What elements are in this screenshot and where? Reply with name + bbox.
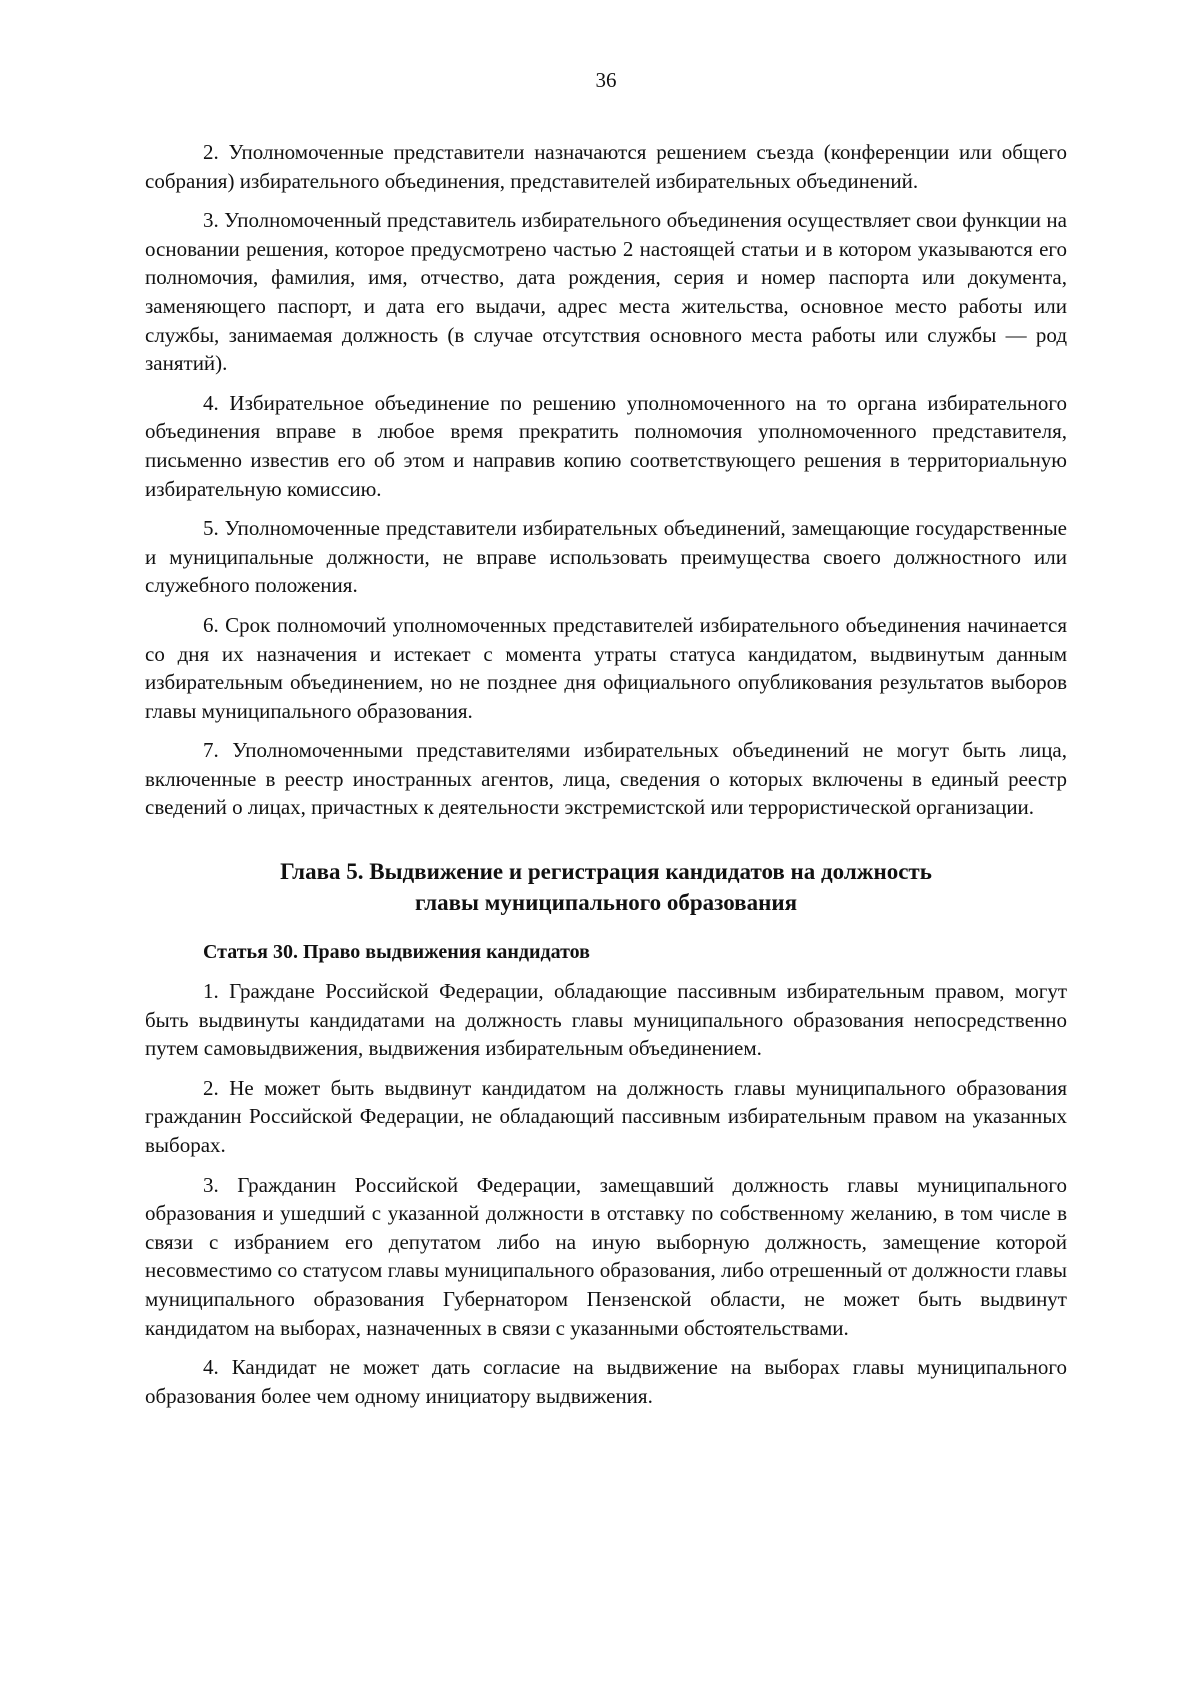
paragraph-b-1: 1. Граждане Российской Федерации, обладающие пассивным избирательным правом, могут быть выдвинуты кандидатами на должность главы муниципального образования непосредственно путем самовыдвижения, выдвижения избирательным объединением. <box>145 979 1067 1061</box>
paragraph-b-2: 2. Не может быть выдвинут кандидатом на должность главы муниципального образования гражданин Российской Федерации, не обладающий пассивным избирательным правом на указанных выборах. <box>145 1075 1067 1158</box>
chapter-heading <box>145 856 1067 918</box>
page-number: 36 <box>595 68 617 92</box>
paragraph-a-6: 6. Срок полномочий уполномоченных представителей избирательного объединения начинается со дня их назначения и истекает с момента утраты статуса кандидатом, выдвинутым данным избирательным объединением, но не позднее дня официального опубликования результатов выборов главы муниципального образования. <box>145 612 1067 723</box>
document-page <box>145 66 1067 1421</box>
paragraph-a-7: 7. Уполномоченными представителями избирательных объединений не могут быть лица, включенные в реестр иностранных агентов, лица, сведения о которых включены в единый реестр сведений о лицах, причастных к деятельности экстремистской или террористической организации. <box>145 738 1067 820</box>
paragraph-b-4: 4. Кандидат не может дать согласие на выдвижение на выборах главы муниципального образования более чем одному инициатору выдвижения. <box>145 1355 1067 1408</box>
chapter-heading-line-2: главы муниципального образования <box>414 890 798 916</box>
paragraph-b-3: 3. Гражданин Российской Федерации, замещавший должность главы муниципального образования и ушедший с указанной должности в отставку по собственному желанию, в том числе в связи с избранием его депутатом либо на иную выборную должность, замещение которой несовместимо со статусом главы муниципального образования, либо отрешенный от должности главы муниципального образования Губернатором Пензенской области, не может быть выдвинут кандидатом на выборах, назначенных в связи с указанными обстоятельствами. <box>145 1172 1067 1340</box>
article-heading: Статья 30. Право выдвижения кандидатов <box>203 941 590 964</box>
paragraph-a-5: 5. Уполномоченные представители избирательных объединений, замещающие государственные и муниципальные должности, не вправе использовать преимущества своего должностного или служебного положения. <box>145 516 1067 598</box>
paragraph-a-3: 3. Уполномоченный представитель избирательного объединения осуществляет свои функции на основании решения, которое предусмотрено частью 2 настоящей статьи и в котором указываются его полномочия, фамилия, имя, отчество, дата рождения, серия и номер паспорта или документа, заменяющего паспорт, и дата его выдачи, адрес места жительства, основное место работы или службы, занимаемая должность (в случае отсутствия основного места работы или службы — род занятий). <box>145 208 1067 376</box>
paragraph-a-4: 4. Избирательное объединение по решению уполномоченного на то органа избирательного объединения вправе в любое время прекратить полномочия уполномоченного представителя, письменно известив его об этом и направив копию соответствующего решения в территориальную избирательную комиссию. <box>145 390 1067 501</box>
chapter-heading-line-1: Глава 5. Выдвижение и регистрация кандидатов на должность <box>280 859 932 885</box>
paragraph-a-2: 2. Уполномоченные представители назначаются решением съезда (конференции или общего собрания) избирательного объединения, представителей избирательных объединений. <box>145 140 1067 193</box>
